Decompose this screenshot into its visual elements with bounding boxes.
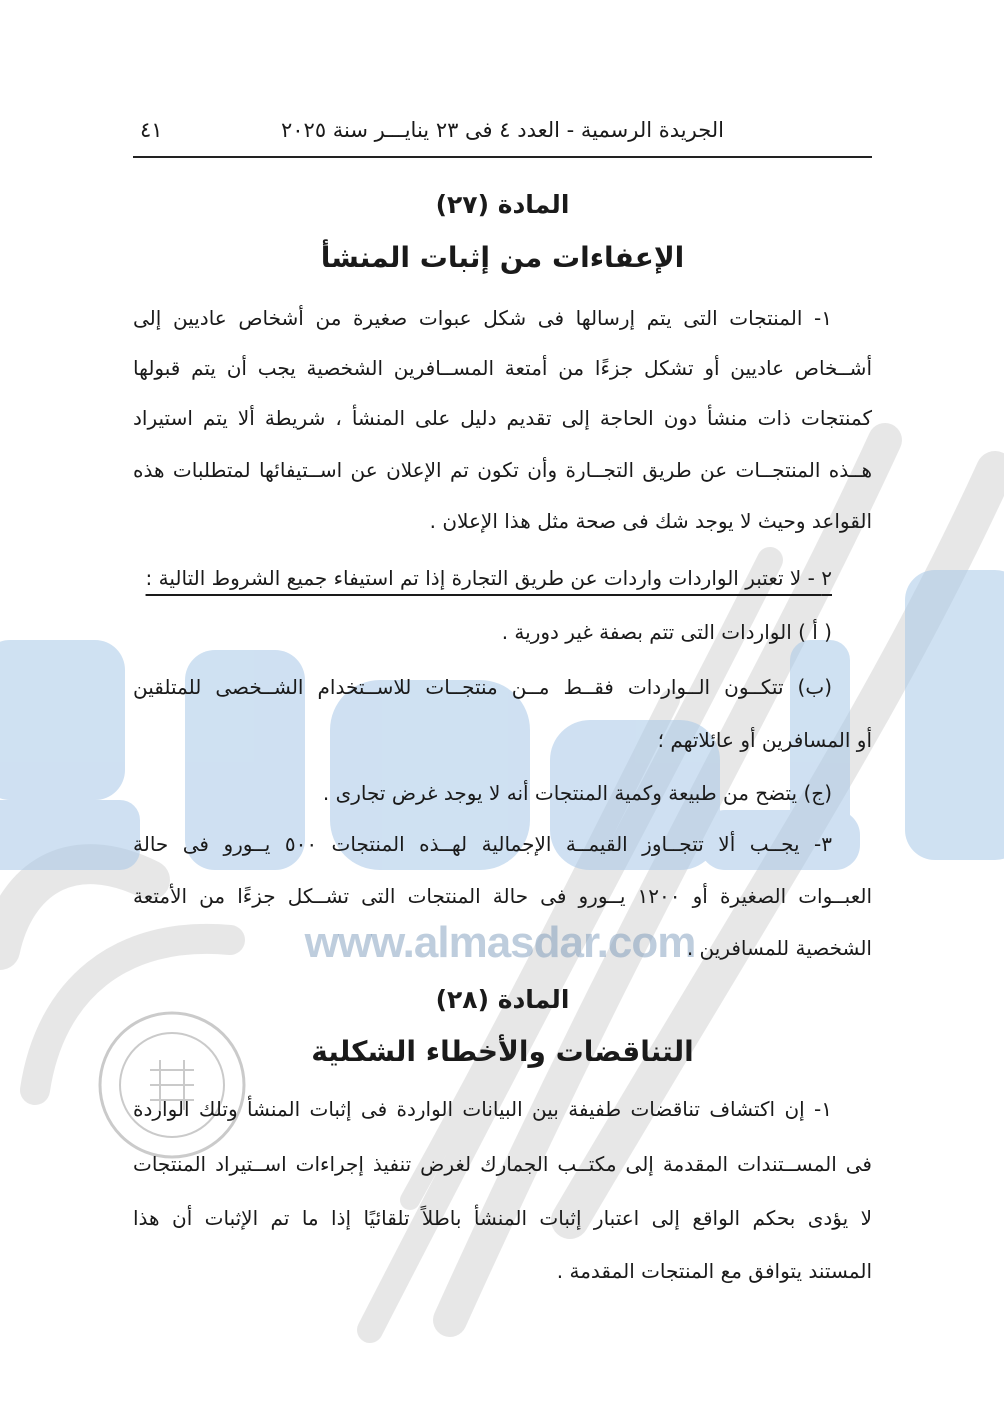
article-27-para-1-line: هــذه المنتجــات عن طريق التجــارة وأن تكون تم الإعلان عن اســتيفائها لمتطلبات هذه — [133, 458, 872, 482]
article-28-para-1-line: ١- إن اكتشاف تناقضات طفيفة بين البيانات الواردة فى إثبات المنشأ وتلك الواردة — [133, 1097, 832, 1121]
article-28-para-1-line: المستند يتوافق مع المنتجات المقدمة . — [556, 1259, 872, 1283]
article-28-para-1-line: لا يؤدى بحكم الواقع إلى اعتبار إثبات المنشأ باطلاً تلقائيًا إذا ما تم الإثبات أن هذا — [133, 1206, 872, 1230]
article-27-item-c: (ج) يتضح من طبيعة وكمية المنتجات أنه لا يوجد غرض تجارى . — [322, 781, 832, 805]
article-27-para-1-line: أشــخاص عاديين أو تشكل جزءًا من أمتعة المســافرين الشخصية يجب أن يتم قبولها — [133, 356, 872, 380]
header-divider — [133, 156, 872, 158]
article-27-para-3-line: العبــوات الصغيرة أو ١٢٠٠ يــورو فى حالة المنتجات التى تشــكل جزءًا من الأمتعة — [133, 884, 873, 908]
article-27-para-3-line: ٣- يجــب ألا تتجــاوز القيمــة الإجمالية لهــذه المنتجات ٥٠٠ يــورو فى حالة — [133, 832, 832, 856]
article-27-para-1-line: ١- المنتجات التى يتم إرسالها فى شكل عبوات صغيرة من أشخاص عاديين إلى — [133, 306, 832, 330]
page-number: ٤١ — [140, 118, 163, 142]
article-27-item-a: ( أ ) الواردات التى تتم بصفة غير دورية . — [501, 620, 832, 644]
watermark-url: www.almasdar.com — [304, 918, 696, 967]
article-27-item-b-line: أو المسافرين أو عائلاتهم ؛ — [657, 728, 872, 752]
article-27-para-1-line: القواعد وحيث لا يوجد شك فى صحة مثل هذا الإعلان . — [429, 509, 872, 533]
article-28-title: التناقضات والأخطاء الشكلية — [311, 1035, 694, 1068]
article-27-para-2 — [133, 552, 872, 604]
article-28-para-1-line: فى المســتندات المقدمة إلى مكتــب الجمارك لغرض تنفيذ إجراءات اســتيراد المنتجات — [133, 1152, 872, 1176]
article-27-para-2-text: ٢ - لا تعتبر الواردات واردات عن طريق التجارة إذا تم استيفاء جميع الشروط التالية : — [145, 566, 832, 590]
article-27-heading: المادة (٢٧) — [435, 190, 570, 219]
article-28-heading: المادة (٢٨) — [435, 985, 570, 1014]
article-27-item-b-line: (ب) تتكــون الــواردات فقــط مــن منتجــات للاســتخدام الشــخصى للمتلقين — [133, 675, 832, 699]
article-27-para-1-line: كمنتجات ذات منشأ دون الحاجة إلى تقديم دليل على المنشأ ، شريطة ألا يتم استيراد — [133, 406, 872, 430]
article-27-title: الإعفاءات من إثبات المنشأ — [320, 241, 685, 274]
article-27-para-3-line: الشخصية للمسافرين . — [686, 936, 872, 960]
gazette-header-title: الجريدة الرسمية - العدد ٤ فى ٢٣ ينايـــر سنة ٢٠٢٥ — [281, 118, 724, 142]
